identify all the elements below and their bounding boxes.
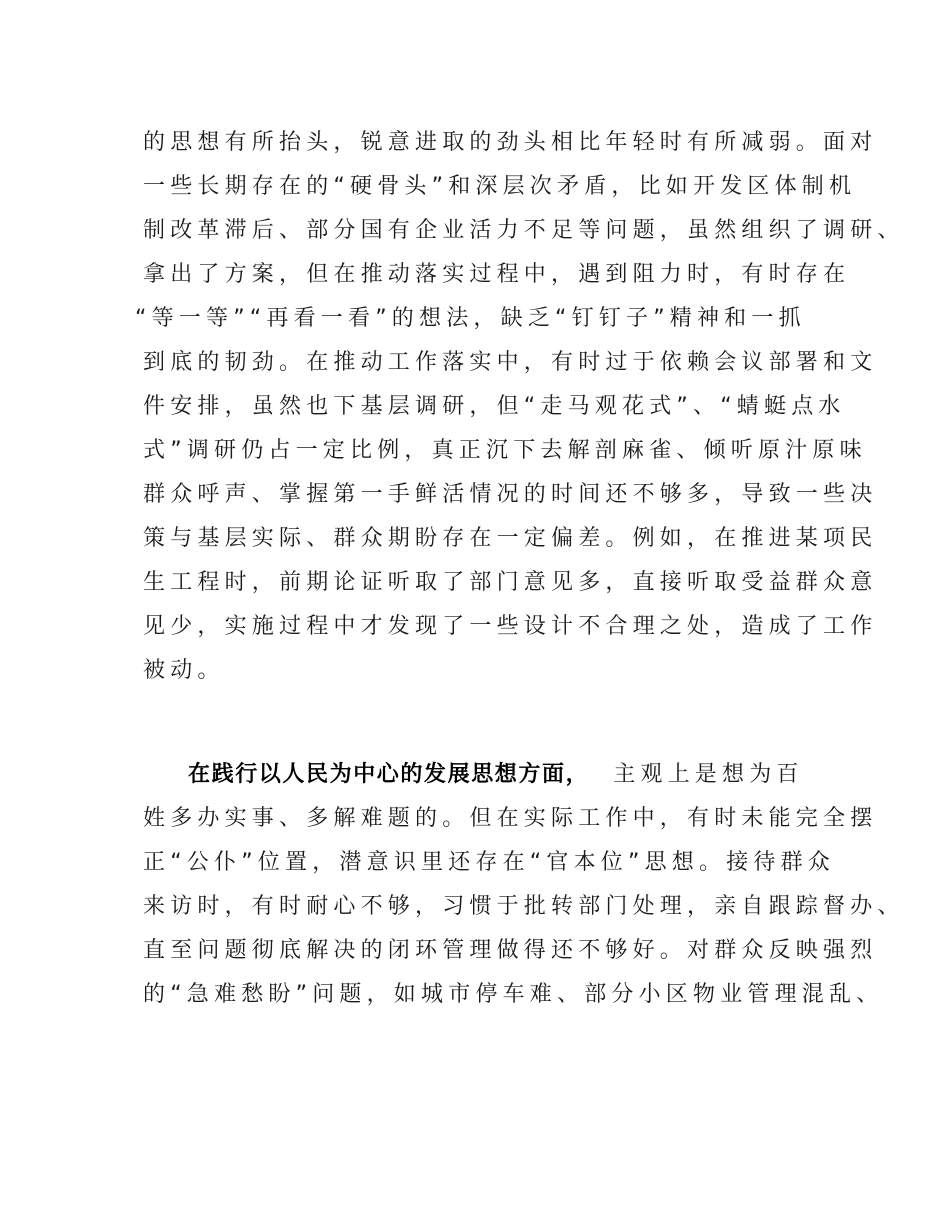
paragraph-1-line: 被动。 (143, 658, 225, 683)
paragraph-2-first-line (188, 761, 804, 789)
paragraph-1-line: 群众呼声、掌握第一手鲜活情况的时间还不够多，导致一些决 (143, 482, 878, 507)
paragraph-2-line: 的“急难愁盼”问题，如城市停车难、部分小区物业管理混乱、 (143, 982, 884, 1007)
paragraph-2-heading: 在践行以人民为中心的发展思想方面， (188, 762, 590, 787)
paragraph-1-line: 的思想有所抬头，锐意进取的劲头相比年轻时有所减弱。面对 (143, 130, 878, 155)
paragraph-2-line: 姓多办实事、多解难题的。但在实际工作中，有时未能完全摆 (143, 806, 878, 831)
paragraph-1-line: 见少，实施过程中才发现了一些设计不合理之处，造成了工作 (143, 614, 878, 639)
paragraph-2-line: 直至问题彻底解决的闭环管理做得还不够好。对群众反映强烈 (143, 938, 878, 963)
paragraph-2-line: 正“公仆”位置，潜意识里还存在“官本位”思想。接待群众 (143, 850, 835, 875)
paragraph-1-line: 件安排，虽然也下基层调研，但“走马观花式”、“蜻蜓点水 (143, 394, 846, 419)
paragraph-1-line: 式”调研仍占一定比例，真正沉下去解剖麻雀、倾听原汁原味 (143, 438, 867, 463)
paragraph-1-line: 制改革滞后、部分国有企业活力不足等问题，虽然组织了调研、 (143, 218, 905, 243)
paragraph-2-line: 来访时，有时耐心不够，习惯于批转部门处理，亲自跟踪督办、 (143, 894, 905, 919)
paragraph-2-first-line-text: 主观上是想为百 (613, 762, 804, 787)
paragraph-1-line: 生工程时，前期论证听取了部门意见多，直接听取受益群众意 (143, 570, 878, 595)
paragraph-1-line: 拿出了方案，但在推动落实过程中，遇到阻力时，有时存在 (143, 262, 851, 287)
paragraph-1-line: “等一等”“再看一看”的想法，缺乏“钉钉子”精神和一抓 (135, 306, 806, 331)
paragraph-1-line: 到底的韧劲。在推动工作落实中，有时过于依赖会议部署和文 (143, 350, 878, 375)
paragraph-1-line: 一些长期存在的“硬骨头”和深层次矛盾，比如开发区体制机 (143, 174, 857, 199)
paragraph-1-line: 策与基层实际、群众期盼存在一定偏差。例如，在推进某项民 (143, 526, 878, 551)
